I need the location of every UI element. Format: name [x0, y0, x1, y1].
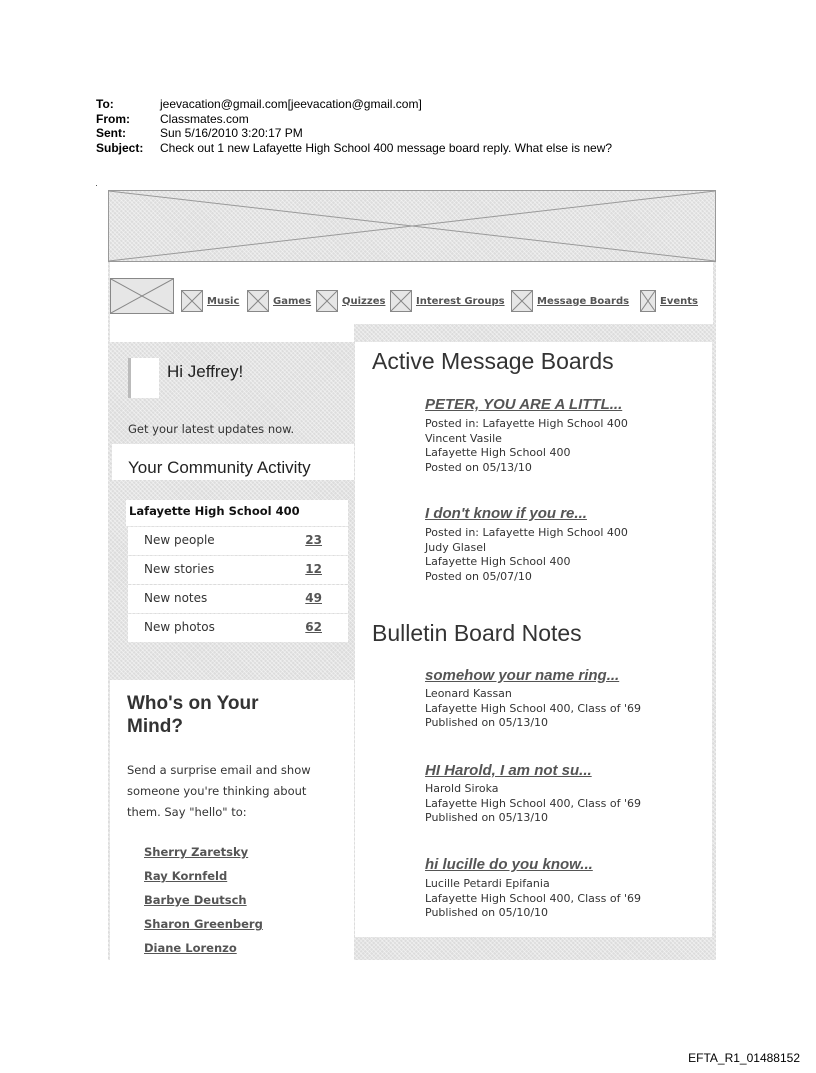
friend-link[interactable]: Barbye Deutsch — [144, 893, 247, 907]
post-author: Vincent Vasile — [425, 431, 502, 445]
nav-item-interest-groups[interactable] — [390, 290, 505, 312]
greeting-hello: Hi Jeffrey! — [167, 362, 244, 381]
from-value: Classmates.com — [160, 111, 249, 126]
from-label: From: — [96, 111, 130, 126]
banner-image-placeholder — [108, 190, 716, 262]
nav-link-message-boards[interactable]: Message Boards — [537, 295, 630, 307]
mind-body-line3: them. Say "hello" to: — [127, 805, 247, 819]
stat-count-link[interactable]: 12 — [305, 562, 322, 576]
sent-row — [96, 126, 612, 141]
stat-row-stories — [128, 556, 348, 584]
mind-body-line2: someone you're thinking about — [127, 784, 307, 798]
note-date: Published on 05/13/10 — [425, 811, 549, 824]
nav-link-events[interactable]: Events — [660, 295, 698, 307]
note-title-link[interactable]: hi lucille do you know... — [425, 856, 593, 873]
note-author: Lucille Petardi Epifania — [425, 877, 550, 890]
community-heading: Your Community Activity — [128, 458, 311, 477]
note-meta — [425, 877, 641, 921]
friend-link[interactable]: Sherry Zaretsky — [144, 845, 249, 859]
events-icon — [640, 290, 656, 312]
message-boards-heading: Active Message Boards — [372, 348, 614, 374]
mind-heading — [127, 692, 259, 738]
post-author: Judy Glasel — [425, 540, 487, 554]
document-id: EFTA_R1_01488152 — [688, 1051, 800, 1065]
nav-link-quizzes[interactable]: Quizzes — [342, 295, 386, 307]
bulletin-heading: Bulletin Board Notes — [372, 620, 582, 646]
nav-item-music[interactable] — [181, 290, 239, 312]
greeting-updates: Get your latest updates now. — [128, 422, 295, 436]
stat-label: New photos — [144, 620, 215, 634]
note-date: Published on 05/13/10 — [425, 716, 549, 729]
mind-body-line1: Send a surprise email and show — [127, 763, 311, 777]
sent-value: Sun 5/16/2010 3:20:17 PM — [160, 126, 303, 140]
post-title-link[interactable]: PETER, YOU ARE A LITTL... — [425, 396, 623, 413]
post-school: Lafayette High School 400 — [425, 555, 571, 568]
note-author: Harold Siroka — [425, 782, 499, 795]
stat-count-link[interactable]: 23 — [305, 533, 322, 547]
broken-image-icon — [111, 279, 173, 313]
friend-link[interactable]: Diane Lorenzo — [144, 941, 237, 955]
note-meta — [425, 782, 641, 826]
nav-link-music[interactable]: Music — [207, 295, 240, 307]
mind-heading-line1: Who's on Your — [127, 693, 259, 714]
message-boards-icon — [511, 290, 533, 312]
note-title-link[interactable]: HI Harold, I am not su... — [425, 762, 592, 779]
quizzes-icon — [316, 290, 338, 312]
subject-value: Check out 1 new Lafayette High School 400 message board reply. What else is new? — [160, 140, 613, 155]
logo-image-placeholder — [110, 278, 174, 314]
nav-spacer — [110, 324, 354, 342]
note-author: Leonard Kassan — [425, 687, 512, 700]
post-posted-in: Posted in: Lafayette High School 400 — [425, 526, 628, 539]
subject-row — [96, 141, 612, 156]
stat-row-notes — [128, 585, 348, 613]
post-title-link[interactable]: I don't know if you re... — [425, 505, 587, 522]
mind-heading-line2: Mind? — [127, 716, 183, 737]
from-row — [96, 112, 612, 127]
music-icon — [181, 290, 203, 312]
post-date: Posted on 05/07/10 — [425, 569, 532, 583]
community-school: Lafayette High School 400 — [129, 504, 300, 518]
nav-item-message-boards[interactable] — [511, 290, 629, 312]
to-row — [96, 97, 612, 112]
stat-row-photos — [128, 614, 348, 642]
nav-item-events[interactable] — [640, 290, 698, 312]
to-value: jeevacation@gmail.com[jeevacation@gmail.com] — [160, 97, 422, 111]
nav-item-games[interactable] — [247, 290, 311, 312]
friend-link[interactable]: Ray Kornfeld — [144, 869, 228, 883]
stat-label: New people — [144, 533, 215, 547]
games-icon — [247, 290, 269, 312]
stat-count-link[interactable]: 49 — [305, 591, 322, 605]
friend-link[interactable]: Sharon Greenberg — [144, 917, 263, 931]
stat-label: New stories — [144, 562, 215, 576]
nav-link-games[interactable]: Games — [273, 295, 312, 307]
avatar — [128, 358, 159, 398]
post-meta — [425, 526, 628, 584]
nav-link-interest-groups[interactable]: Interest Groups — [416, 295, 505, 307]
post-posted-in: Posted in: Lafayette High School 400 — [425, 417, 628, 430]
stray-dot — [96, 185, 97, 186]
nav-item-quizzes[interactable] — [316, 290, 385, 312]
email-header — [96, 97, 612, 155]
note-date: Published on 05/10/10 — [425, 906, 549, 919]
subject-label: Subject: — [96, 140, 144, 155]
note-school: Lafayette High School 400, Class of '69 — [425, 891, 641, 905]
broken-image-icon — [109, 191, 715, 261]
post-meta — [425, 417, 628, 475]
post-date: Posted on 05/13/10 — [425, 460, 532, 474]
note-title-link[interactable]: somehow your name ring... — [425, 667, 620, 684]
note-school: Lafayette High School 400, Class of '69 — [425, 701, 641, 715]
note-meta — [425, 687, 641, 731]
note-school: Lafayette High School 400, Class of '69 — [425, 796, 641, 810]
stat-label: New notes — [144, 591, 208, 605]
mind-body — [127, 760, 311, 823]
stat-row-people — [128, 527, 348, 555]
interest-groups-icon — [390, 290, 412, 312]
stat-count-link[interactable]: 62 — [305, 620, 322, 634]
to-label: To: — [96, 97, 114, 111]
sent-label: Sent: — [96, 126, 126, 140]
post-school: Lafayette High School 400 — [425, 446, 571, 459]
